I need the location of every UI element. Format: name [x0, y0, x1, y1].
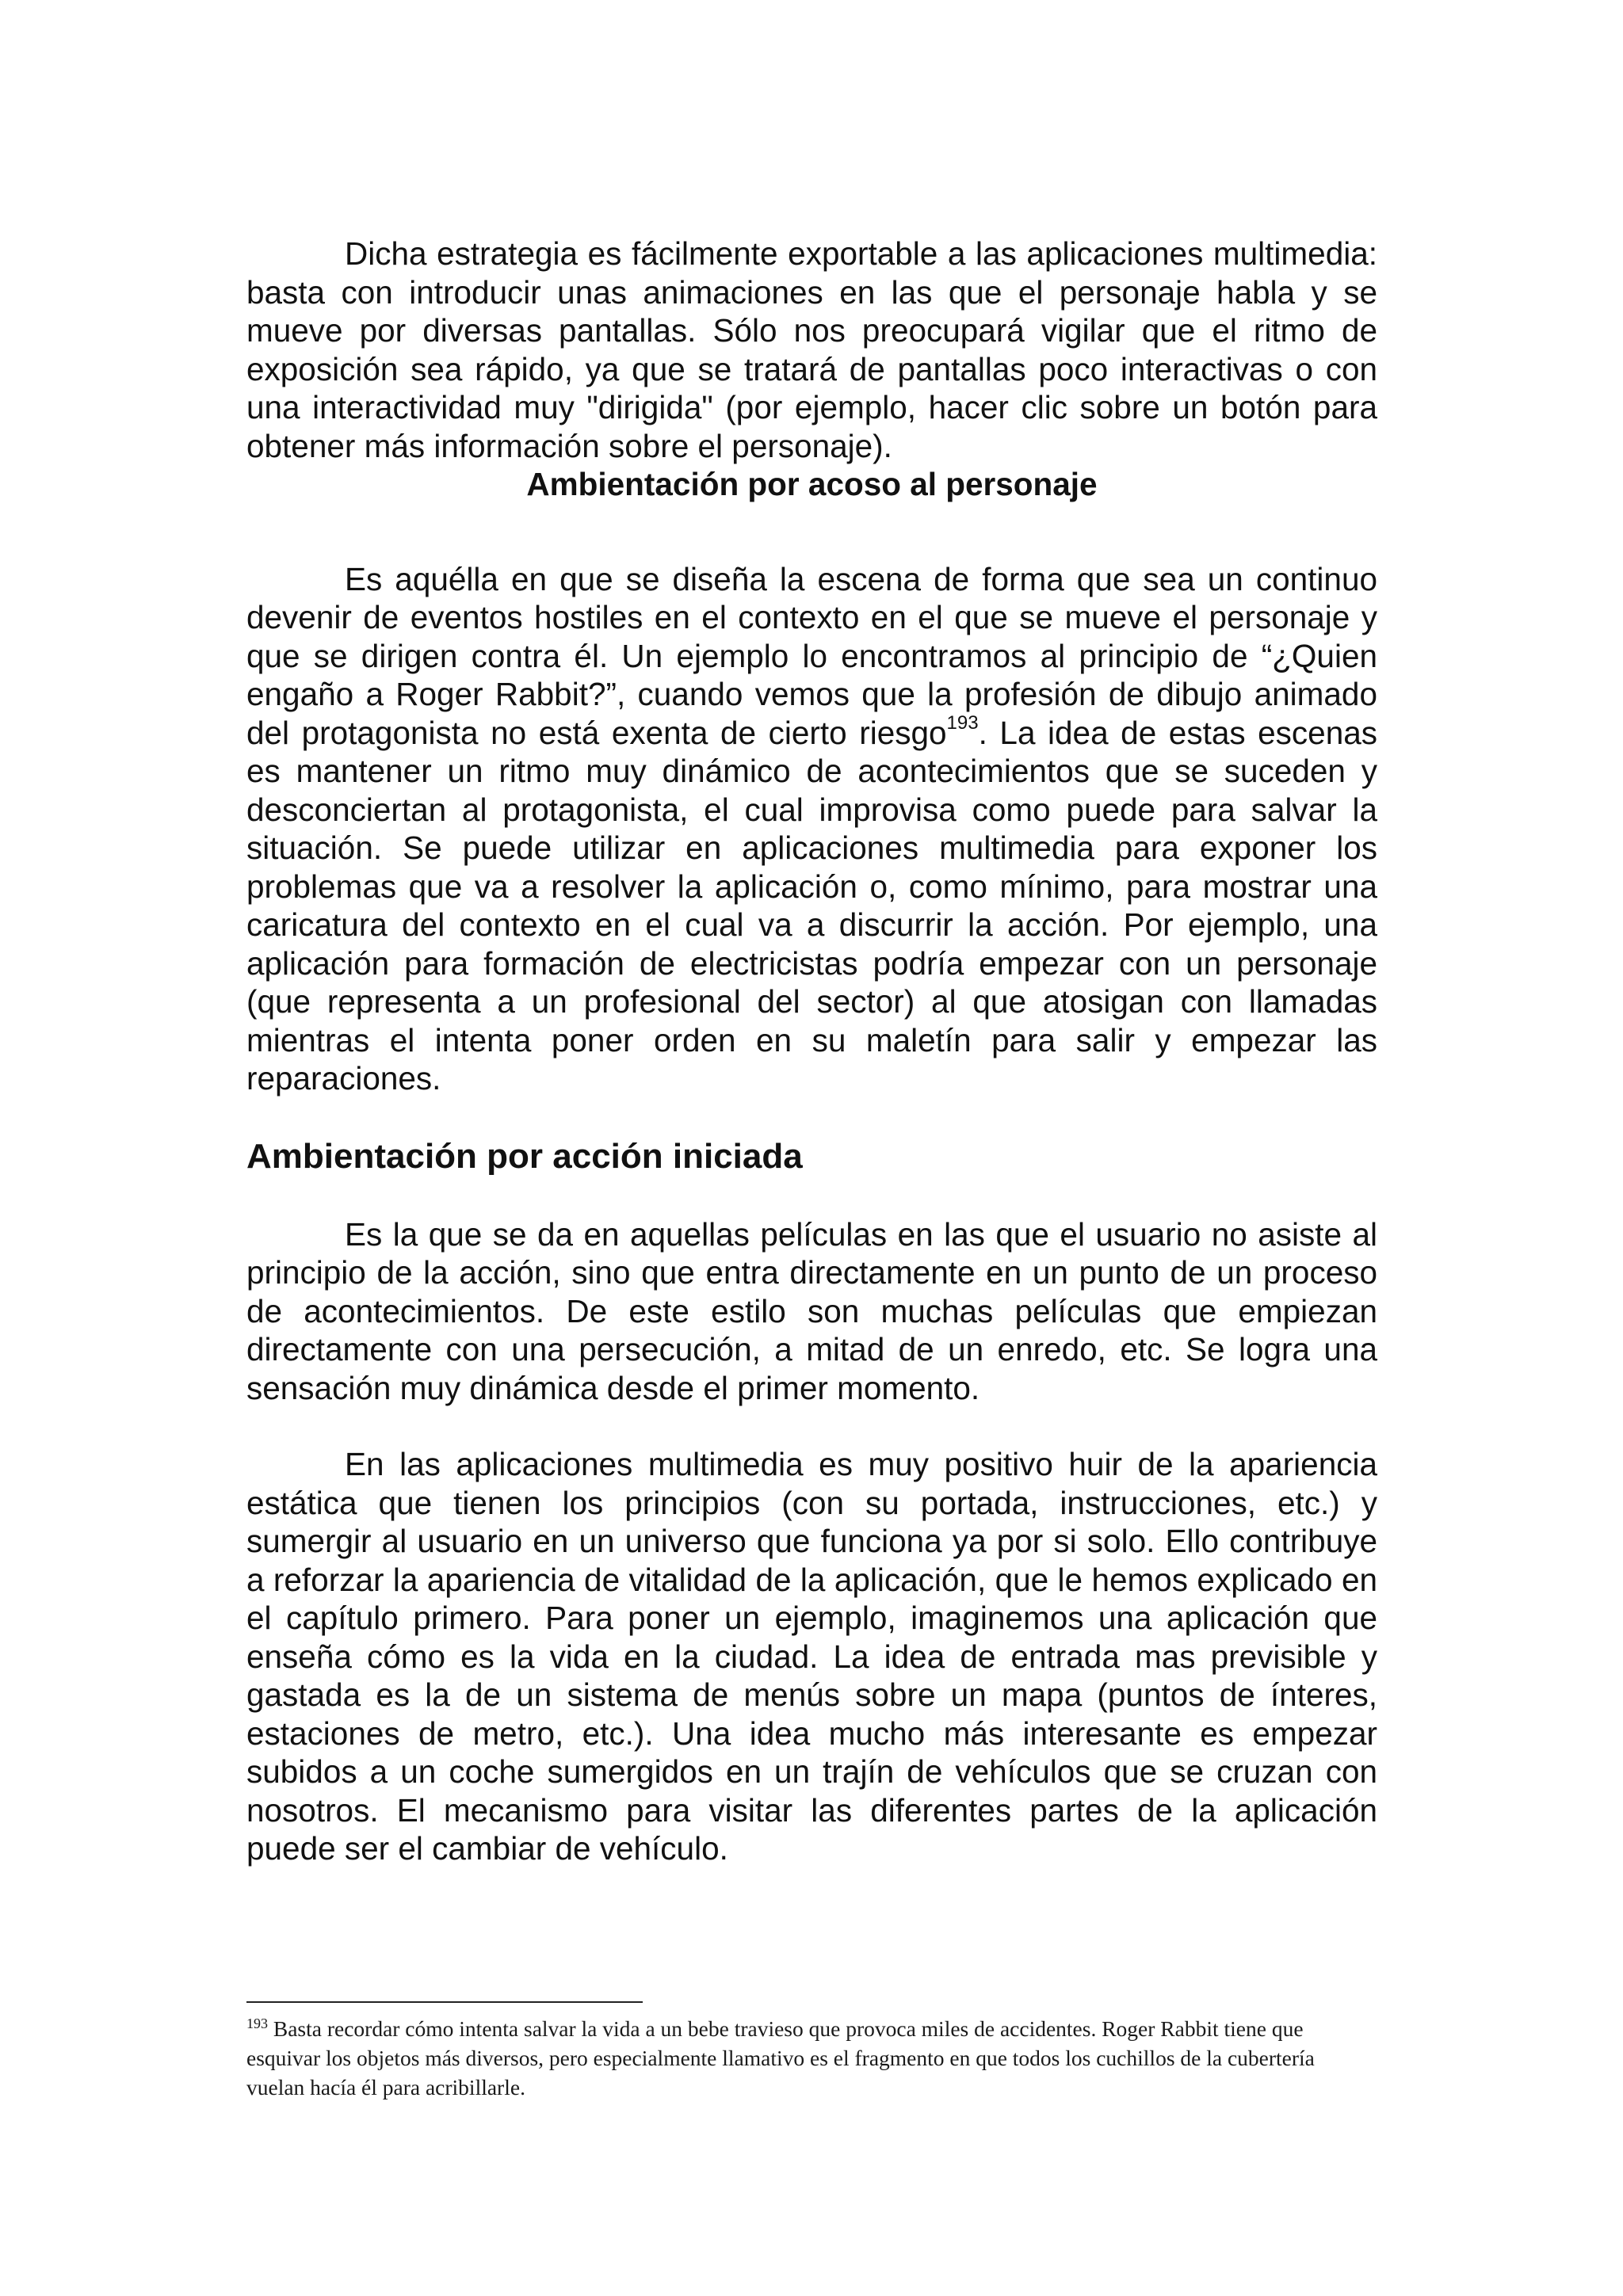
paragraph-strategy: Dicha estrategia es fácilmente exportable a las aplicaciones multimedia: basta con introducir unas animaciones en las que el personaje habla y se mueve por diversas pantallas. Sólo nos preocupará vigilar que el ritmo de exposición sea rápido, ya que se tratará de pantallas poco interactivas o con una interactividad muy "dirigida" (por ejemplo, hacer clic sobre un botón para obtener más información sobre el personaje). [246, 235, 1377, 464]
paragraph-acoso-text-1: Es aquélla en que se diseña la escena de forma que sea un continuo devenir de eventos hostiles en el contexto en el que se mueve el personaje y que se dirigen contra él. Un ejemplo lo encontramos al principio de “¿Quien engaño a Roger Rabbit?”, cuando vemos que la profesión de dibujo animado del protagonista no está exenta de cierto riesgo [246, 560, 1377, 751]
footnote-divider [246, 2001, 643, 2003]
paragraph-aplicaciones-multimedia: En las aplicaciones multimedia es muy positivo huir de la apariencia estática que tienen los principios (con su portada, instrucciones, etc.) y sumergir al usuario en un universo que funciona ya por si solo. Ello contribuye a reforzar la apariencia de vitalidad de la aplicación, que le hemos explicado en el capítulo primero. Para poner un ejemplo, imaginemos una aplicación que enseña cómo es la vida en la ciudad. La idea de entrada mas previsible y gastada es la de un sistema de menús sobre un mapa (puntos de ínteres, estaciones de metro, etc.). Una idea mucho más interesante es empezar subidos a un coche sumergidos en un trajín de vehículos que se cruzan con nosotros. El mecanismo para visitar las diferentes partes de la aplicación puede ser el cambiar de vehículo. [246, 1446, 1377, 1867]
footnote-number: 193 [246, 2015, 268, 2031]
footnote-text: Basta recordar cómo intenta salvar la vida a un bebe travieso que provoca miles de accidentes. Roger Rabbit tiene que esquivar los objetos más diversos, pero especialmente llamativo es el fragmento en que todos los cuchillos de la cubertería vuelan hacía él para acribillarle. [246, 2016, 1315, 2100]
page-body [246, 235, 1377, 1868]
footnote-reference-193[interactable]: 193 [946, 712, 979, 734]
paragraph-acoso [246, 560, 1377, 1098]
paragraph-accion-iniciada: Es la que se da en aquellas películas en las que el usuario no asiste al principio de la acción, sino que entra directamente en un punto de un proceso de acontecimientos. De este estilo son muchas películas que empiezan directamente con una persecución, a mitad de un enredo, etc. Se logra una sensación muy dinámica desde el primer momento. [246, 1215, 1377, 1406]
footnote-193 [246, 2014, 1377, 2102]
paragraph-acoso-text-2: . La idea de estas escenas es mantener un ritmo muy dinámico de acontecimientos que se suceden y desconciertan al protagonista, el cual improvisa como puede para salvar la situación. Se puede utilizar en aplicaciones multimedia para exponer los problemas que va a resolver la aplicación o, como mínimo, para mostrar una caricatura del contexto en el cual va a discurrir la acción. Por ejemplo, una aplicación para formación de electricistas podría empezar con un personaje (que representa a un profesional del sector) al que atosigan con llamadas mientras el intenta poner orden en su maletín para salir y empezar las reparaciones. [246, 714, 1378, 1097]
section-heading-accion-iniciada: Ambientación por acción iniciada [246, 1136, 803, 1176]
subheading-acoso-personaje: Ambientación por acoso al personaje [526, 466, 1098, 502]
footnotes-area [246, 2001, 1377, 2102]
